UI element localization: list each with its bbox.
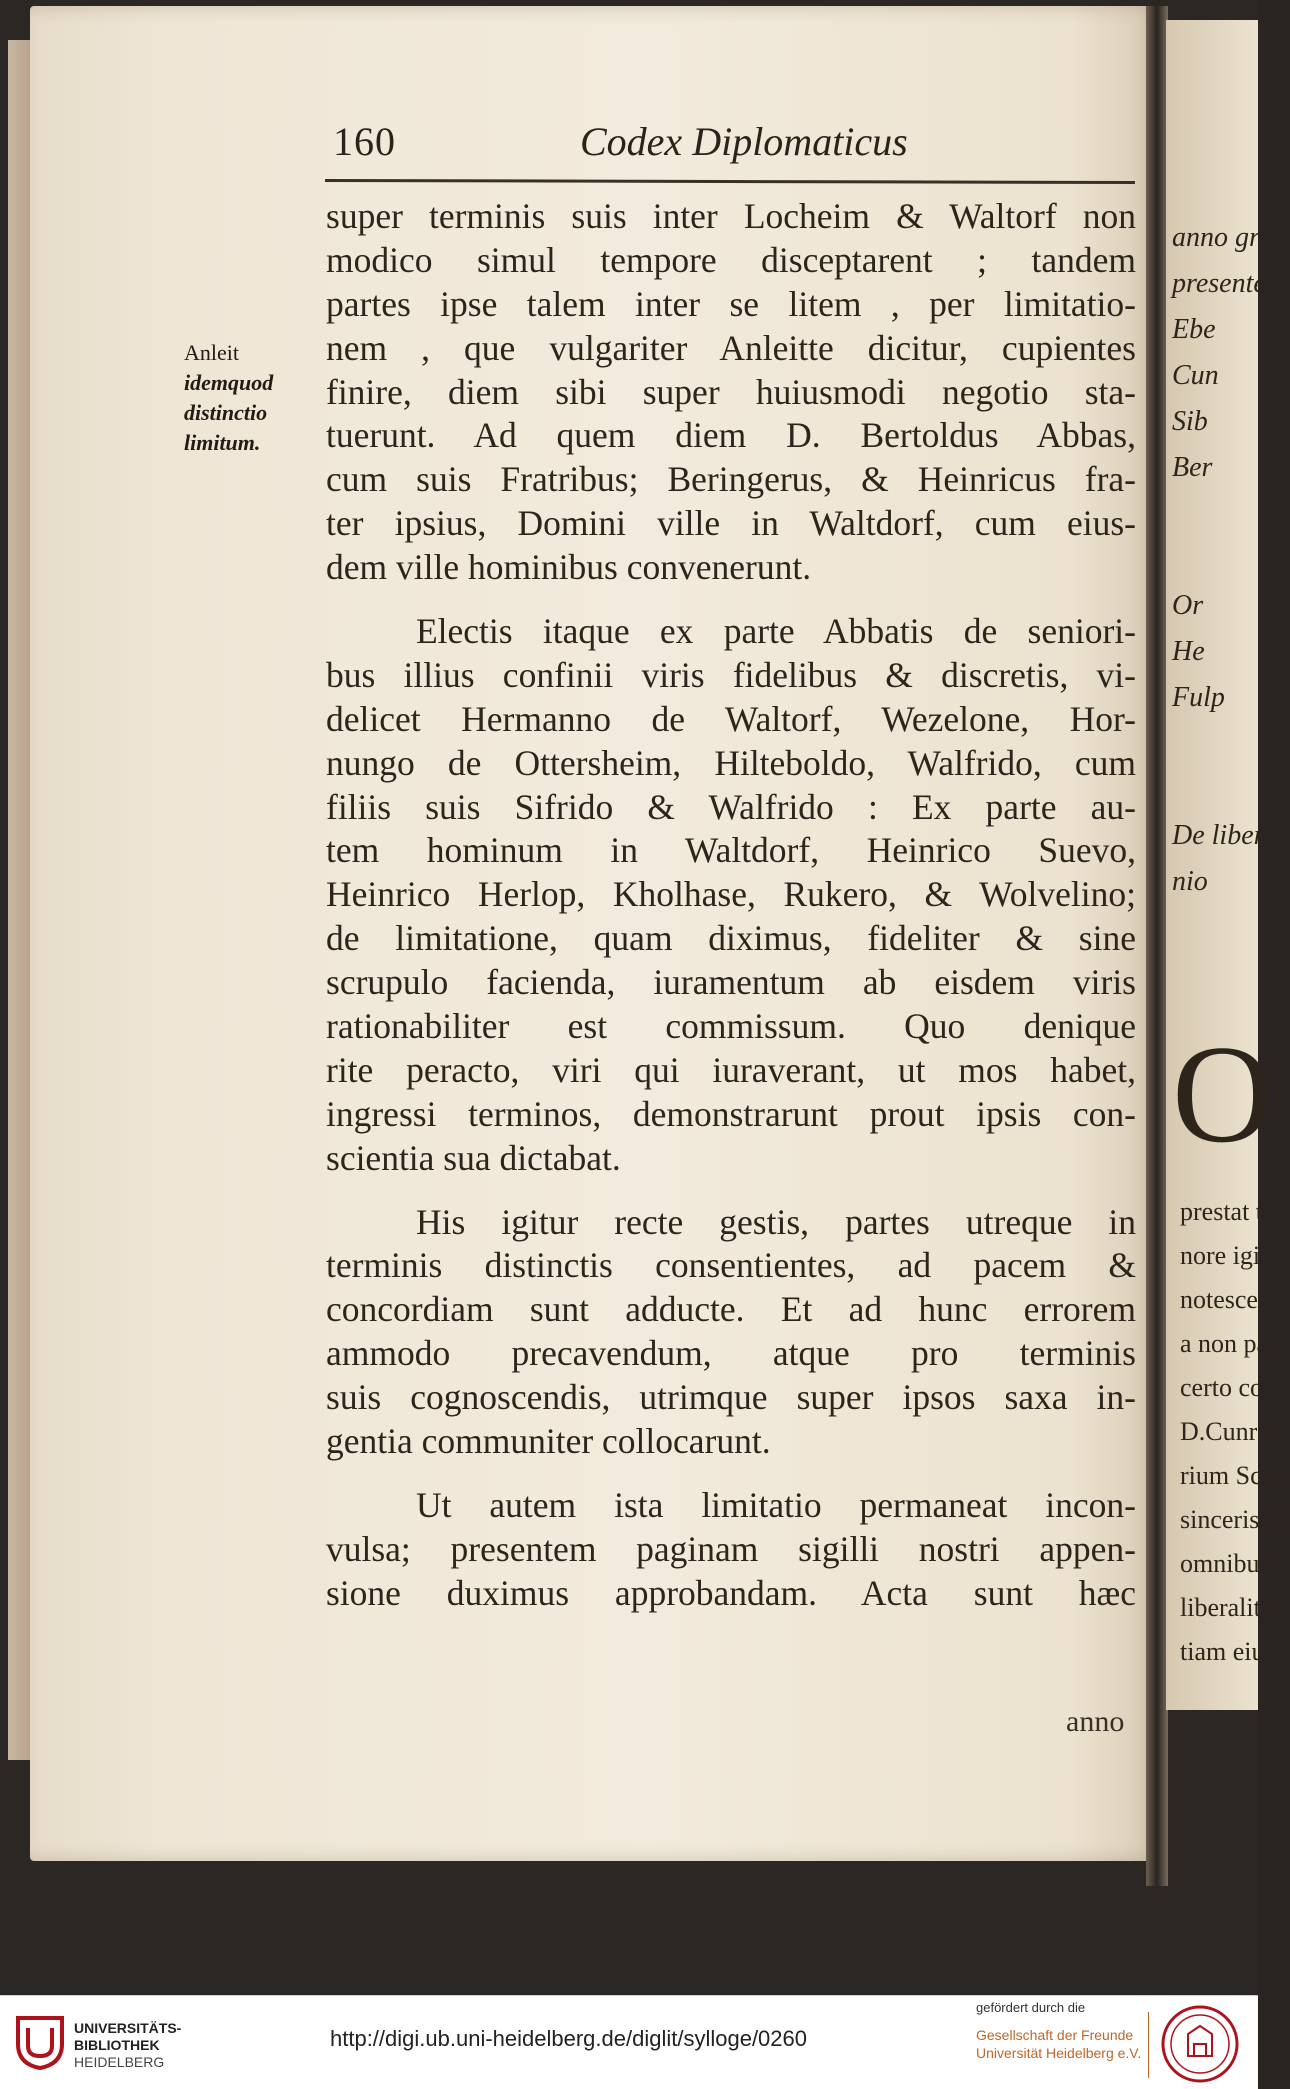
- text-line: scientia sua dictabat.: [326, 1137, 621, 1178]
- page-number: 160: [333, 119, 396, 164]
- facing-page-line: omnibus: [1180, 1549, 1270, 1578]
- text-line: partes ipse talem inter se litem , per limitatio-: [326, 283, 1136, 324]
- facing-page-line: presente: [1172, 268, 1266, 299]
- text-line: bus illius confinii viris fidelibus & discretis, vi-: [326, 654, 1136, 695]
- facing-page-line: nore igi: [1180, 1241, 1261, 1270]
- text-line: Heinrico Herlop, Kholhase, Rukero, & Wolvelino;: [326, 874, 1136, 915]
- text-line: nem , que vulgariter Anleitte dicitur, cupientes: [326, 327, 1136, 368]
- text-line: de limitatione, quam diximus, fideliter & sine: [326, 918, 1136, 959]
- facing-page-line: certo co: [1180, 1373, 1264, 1402]
- sponsor-name-line: Universität Heidelberg e.V.: [976, 2045, 1142, 2061]
- facing-page-line: Cun: [1172, 360, 1219, 391]
- running-title: Codex Diplomaticus: [580, 119, 908, 164]
- facing-page-line: notescer: [1180, 1285, 1267, 1314]
- text-line: tuerunt. Ad quem diem D. Bertoldus Abbas,: [326, 415, 1136, 456]
- facing-page-upper-text: [1172, 215, 1266, 905]
- text-line: modico simul tempore disceptarent ; tandem: [326, 239, 1136, 280]
- catchword: anno: [1066, 1705, 1125, 1738]
- text-line: finire, diem sibi super huiusmodi negotio sta-: [326, 371, 1136, 412]
- facing-page-line: He: [1172, 636, 1205, 667]
- text-line: suis cognoscendis, utrimque super ipsos saxa in-: [326, 1377, 1136, 1418]
- text-line: Ut autem ista limitatio permaneat incon-: [416, 1484, 1136, 1525]
- library-name-line: BIBLIOTHEK: [74, 2037, 160, 2053]
- text-line: vulsa; presentem paginam sigilli nostri appen-: [326, 1528, 1136, 1569]
- margin-note: [184, 338, 314, 458]
- sponsor-name: [976, 2026, 1141, 2062]
- sponsor-intro: gefördert durch die: [976, 2000, 1086, 2015]
- margin-note-line: distinctio: [184, 400, 268, 425]
- facing-page-lower-text: [1180, 1190, 1290, 1674]
- facing-page-line: [1172, 767, 1262, 813]
- text-line: sione duximus approbandam. Acta sunt hæc: [326, 1572, 1136, 1613]
- text-line: gentia communiter collocarunt.: [326, 1421, 771, 1462]
- viewer-footer: [0, 1995, 1258, 2089]
- university-seal-icon: [1160, 2004, 1240, 2084]
- facing-page-line: Ber: [1172, 452, 1213, 483]
- text-line: dem ville hominibus convenerunt.: [326, 547, 812, 588]
- text-line: rationabiliter est commissum. Quo denique: [326, 1006, 1136, 1047]
- text-line: tem hominum in Waltdorf, Heinrico Suevo,: [326, 830, 1136, 871]
- text-line: cum suis Fratribus; Beringerus, & Heinricus fra-: [326, 459, 1136, 500]
- facing-page-line: [1172, 537, 1262, 583]
- footer-divider: [1148, 2012, 1149, 2078]
- text-line: super terminis suis inter Locheim & Waltorf non: [326, 196, 1136, 236]
- text-line: scrupulo facienda, iuramentum ab eisdem viris: [326, 962, 1136, 1003]
- permalink-url[interactable]: http://digi.ub.uni-heidelberg.de/diglit/sylloge/0260: [330, 2026, 807, 2051]
- text-line: ter ipsius, Domini ville in Waltdorf, cum eius-: [326, 503, 1136, 544]
- facing-page-line: tiam eiu: [1180, 1637, 1265, 1666]
- library-logo-icon: [14, 2014, 66, 2070]
- facing-page-line: anno gr: [1172, 222, 1260, 253]
- facing-page-line: sincerissin: [1180, 1505, 1290, 1534]
- text-line: ingressi terminos, demonstrarunt prout ipsis con-: [326, 1093, 1136, 1134]
- facing-page-line: De liber: [1172, 820, 1265, 851]
- text-line: concordiam sunt adducte. Et ad hunc errorem: [326, 1289, 1136, 1330]
- book-gutter: [1146, 6, 1168, 1886]
- library-name: [74, 2020, 181, 2071]
- margin-note-line: Anleit: [184, 340, 239, 365]
- text-line: His igitur recte gestis, partes utreque in: [416, 1201, 1136, 1242]
- library-name-line: UNIVERSITÄTS-: [74, 2020, 182, 2036]
- text-line: filiis suis Sifrido & Walfrido : Ex parte au-: [326, 786, 1136, 827]
- facing-page-line: liberalitat: [1180, 1593, 1280, 1622]
- facing-page-line: nio: [1172, 866, 1208, 897]
- margin-note-line: idemquod: [184, 370, 274, 395]
- facing-page-line: prestat t: [1180, 1197, 1264, 1226]
- facing-page-line: Fulp: [1172, 682, 1225, 713]
- facing-page-line: [1172, 491, 1262, 537]
- facing-page-line: rium Scho: [1180, 1461, 1288, 1490]
- text-line: ammodo precavendum, atque pro terminis: [326, 1333, 1136, 1374]
- text-line: nungo de Ottersheim, Hilteboldo, Walfrido, cum: [326, 742, 1136, 783]
- margin-note-line: limitum.: [184, 430, 261, 455]
- body-text: [326, 195, 1136, 1616]
- facing-page-line: [1172, 721, 1262, 767]
- library-name-line: HEIDELBERG: [74, 2054, 165, 2070]
- facing-page-line: D.Cunrad: [1180, 1417, 1282, 1446]
- text-line: delicet Hermanno de Waltorf, Wezelone, Hor-: [326, 698, 1136, 739]
- text-line: Electis itaque ex parte Abbatis de seniori-: [416, 611, 1136, 652]
- facing-page-line: Ebe: [1172, 314, 1216, 345]
- facing-page-line: Or: [1172, 590, 1204, 621]
- sponsor-name-line: Gesellschaft der Freunde: [976, 2027, 1134, 2043]
- facing-page-drop-initial: O: [1172, 1017, 1274, 1172]
- text-line: rite peracto, viri qui iuraverant, ut mos habet,: [326, 1049, 1136, 1090]
- facing-page-line: a non pa: [1180, 1329, 1269, 1358]
- facing-page-line: Sib: [1172, 406, 1208, 437]
- text-line: terminis distinctis consentientes, ad pacem &: [326, 1245, 1136, 1286]
